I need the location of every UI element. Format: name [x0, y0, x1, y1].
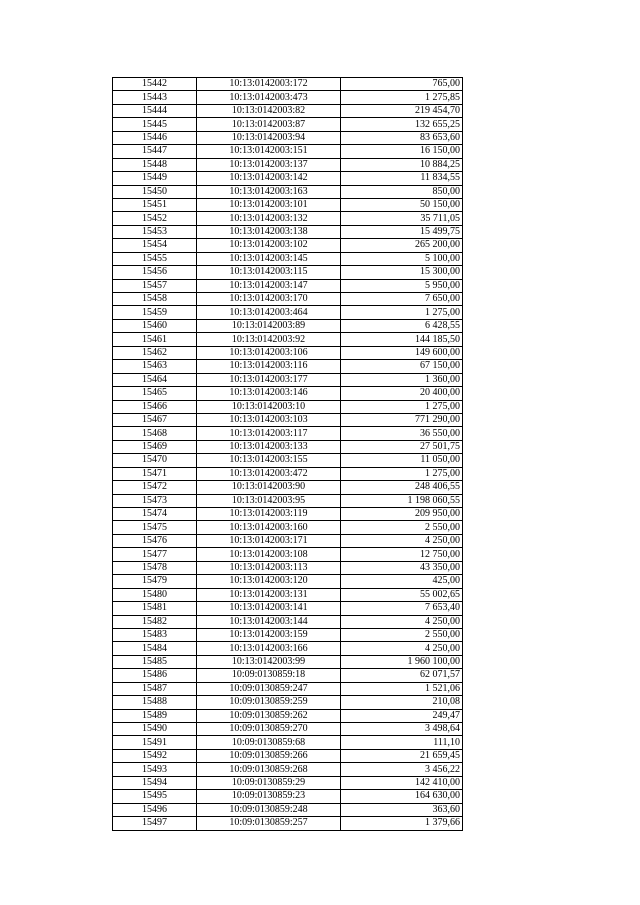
cadastral-number-cell: 10:09:0130859:266 [197, 749, 341, 762]
row-number-cell: 15463 [113, 360, 197, 373]
cadastral-number-cell: 10:13:0142003:92 [197, 333, 341, 346]
table-row [113, 655, 463, 668]
cadastral-value-cell: 16 150,00 [341, 145, 463, 158]
cadastral-number-cell: 10:13:0142003:159 [197, 628, 341, 641]
table-row [113, 548, 463, 561]
row-number-cell: 15466 [113, 400, 197, 413]
cadastral-value-cell: 15 300,00 [341, 266, 463, 279]
cadastral-number-cell: 10:13:0142003:120 [197, 575, 341, 588]
row-number-cell: 15483 [113, 628, 197, 641]
cadastral-number-cell: 10:13:0142003:145 [197, 252, 341, 265]
cadastral-number-cell: 10:13:0142003:133 [197, 440, 341, 453]
cadastral-value-cell: 7 653,40 [341, 602, 463, 615]
cadastral-number-cell: 10:13:0142003:117 [197, 427, 341, 440]
cadastral-value-cell: 209 950,00 [341, 508, 463, 521]
row-number-cell: 15465 [113, 387, 197, 400]
row-number-cell: 15453 [113, 225, 197, 238]
table-row [113, 293, 463, 306]
cadastral-number-cell: 10:13:0142003:108 [197, 548, 341, 561]
cadastral-value-cell: 43 350,00 [341, 561, 463, 574]
cadastral-value-cell: 6 428,55 [341, 319, 463, 332]
cadastral-value-cell: 5 950,00 [341, 279, 463, 292]
cadastral-value-cell: 4 250,00 [341, 642, 463, 655]
cadastral-value-cell: 7 650,00 [341, 293, 463, 306]
table-row [113, 776, 463, 789]
row-number-cell: 15445 [113, 118, 197, 131]
table-row [113, 696, 463, 709]
row-number-cell: 15490 [113, 723, 197, 736]
cadastral-value-cell: 83 653,60 [341, 131, 463, 144]
row-number-cell: 15459 [113, 306, 197, 319]
table-row [113, 118, 463, 131]
row-number-cell: 15480 [113, 588, 197, 601]
cadastral-number-cell: 10:13:0142003:155 [197, 454, 341, 467]
table-row [113, 763, 463, 776]
cadastral-number-cell: 10:09:0130859:29 [197, 776, 341, 789]
row-number-cell: 15469 [113, 440, 197, 453]
cadastral-value-cell: 771 290,00 [341, 413, 463, 426]
row-number-cell: 15444 [113, 104, 197, 117]
cadastral-value-cell: 67 150,00 [341, 360, 463, 373]
cadastral-value-cell: 363,60 [341, 803, 463, 816]
cadastral-number-cell: 10:09:0130859:270 [197, 723, 341, 736]
cadastral-number-cell: 10:13:0142003:147 [197, 279, 341, 292]
row-number-cell: 15496 [113, 803, 197, 816]
row-number-cell: 15472 [113, 481, 197, 494]
cadastral-value-cell: 1 521,06 [341, 682, 463, 695]
row-number-cell: 15451 [113, 198, 197, 211]
table-row [113, 104, 463, 117]
row-number-cell: 15485 [113, 655, 197, 668]
row-number-cell: 15471 [113, 467, 197, 480]
cadastral-value-cell: 12 750,00 [341, 548, 463, 561]
row-number-cell: 15454 [113, 239, 197, 252]
cadastral-number-cell: 10:13:0142003:131 [197, 588, 341, 601]
row-number-cell: 15487 [113, 682, 197, 695]
cadastral-number-cell: 10:13:0142003:82 [197, 104, 341, 117]
table-row [113, 602, 463, 615]
table-row [113, 78, 463, 91]
row-number-cell: 15486 [113, 669, 197, 682]
table-row [113, 736, 463, 749]
table-row [113, 185, 463, 198]
row-number-cell: 15484 [113, 642, 197, 655]
table-row [113, 158, 463, 171]
row-number-cell: 15476 [113, 534, 197, 547]
row-number-cell: 15497 [113, 817, 197, 830]
cadastral-value-cell: 20 400,00 [341, 387, 463, 400]
cadastral-value-cell: 4 250,00 [341, 615, 463, 628]
table-row [113, 212, 463, 225]
cadastral-number-cell: 10:09:0130859:268 [197, 763, 341, 776]
table-body [113, 78, 463, 831]
row-number-cell: 15479 [113, 575, 197, 588]
table-row [113, 723, 463, 736]
cadastral-value-cell: 36 550,00 [341, 427, 463, 440]
cadastral-number-cell: 10:13:0142003:146 [197, 387, 341, 400]
table-row [113, 373, 463, 386]
row-number-cell: 15455 [113, 252, 197, 265]
table-row [113, 709, 463, 722]
cadastral-number-cell: 10:13:0142003:94 [197, 131, 341, 144]
table-row [113, 145, 463, 158]
row-number-cell: 15489 [113, 709, 197, 722]
cadastral-value-table [112, 77, 463, 831]
cadastral-number-cell: 10:13:0142003:89 [197, 319, 341, 332]
row-number-cell: 15447 [113, 145, 197, 158]
cadastral-value-cell: 1 198 060,55 [341, 494, 463, 507]
table-row [113, 333, 463, 346]
table-row [113, 790, 463, 803]
row-number-cell: 15470 [113, 454, 197, 467]
cadastral-number-cell: 10:13:0142003:151 [197, 145, 341, 158]
row-number-cell: 15468 [113, 427, 197, 440]
cadastral-value-cell: 1 360,00 [341, 373, 463, 386]
table-row [113, 534, 463, 547]
row-number-cell: 15442 [113, 78, 197, 91]
cadastral-number-cell: 10:13:0142003:10 [197, 400, 341, 413]
row-number-cell: 15460 [113, 319, 197, 332]
row-number-cell: 15495 [113, 790, 197, 803]
cadastral-value-cell: 10 884,25 [341, 158, 463, 171]
cadastral-value-cell: 1 275,00 [341, 306, 463, 319]
cadastral-value-cell: 1 275,00 [341, 400, 463, 413]
cadastral-number-cell: 10:13:0142003:99 [197, 655, 341, 668]
cadastral-value-cell: 219 454,70 [341, 104, 463, 117]
cadastral-value-cell: 5 100,00 [341, 252, 463, 265]
cadastral-number-cell: 10:13:0142003:132 [197, 212, 341, 225]
cadastral-value-cell: 4 250,00 [341, 534, 463, 547]
cadastral-value-cell: 2 550,00 [341, 521, 463, 534]
cadastral-number-cell: 10:13:0142003:160 [197, 521, 341, 534]
cadastral-number-cell: 10:13:0142003:163 [197, 185, 341, 198]
cadastral-value-cell: 249,47 [341, 709, 463, 722]
cadastral-number-cell: 10:13:0142003:472 [197, 467, 341, 480]
table-row [113, 239, 463, 252]
table-row [113, 494, 463, 507]
table-row [113, 467, 463, 480]
table-row [113, 346, 463, 359]
cadastral-number-cell: 10:13:0142003:171 [197, 534, 341, 547]
cadastral-number-cell: 10:13:0142003:106 [197, 346, 341, 359]
cadastral-number-cell: 10:13:0142003:101 [197, 198, 341, 211]
table-row [113, 749, 463, 762]
row-number-cell: 15458 [113, 293, 197, 306]
cadastral-value-cell: 265 200,00 [341, 239, 463, 252]
table-row [113, 521, 463, 534]
cadastral-value-cell: 21 659,45 [341, 749, 463, 762]
table-row [113, 225, 463, 238]
table-row [113, 360, 463, 373]
cadastral-number-cell: 10:09:0130859:18 [197, 669, 341, 682]
cadastral-number-cell: 10:13:0142003:177 [197, 373, 341, 386]
cadastral-value-cell: 11 834,55 [341, 172, 463, 185]
cadastral-number-cell: 10:13:0142003:473 [197, 91, 341, 104]
cadastral-value-cell: 11 050,00 [341, 454, 463, 467]
row-number-cell: 15456 [113, 266, 197, 279]
row-number-cell: 15457 [113, 279, 197, 292]
table-row [113, 427, 463, 440]
cadastral-number-cell: 10:13:0142003:116 [197, 360, 341, 373]
table-row [113, 387, 463, 400]
cadastral-number-cell: 10:13:0142003:113 [197, 561, 341, 574]
cadastral-value-cell: 164 630,00 [341, 790, 463, 803]
cadastral-value-cell: 1 960 100,00 [341, 655, 463, 668]
row-number-cell: 15443 [113, 91, 197, 104]
row-number-cell: 15494 [113, 776, 197, 789]
row-number-cell: 15473 [113, 494, 197, 507]
table-row [113, 817, 463, 830]
table-row [113, 588, 463, 601]
table-row [113, 615, 463, 628]
cadastral-value-cell: 50 150,00 [341, 198, 463, 211]
cadastral-number-cell: 10:09:0130859:257 [197, 817, 341, 830]
table-row [113, 642, 463, 655]
row-number-cell: 15474 [113, 508, 197, 521]
cadastral-value-cell: 142 410,00 [341, 776, 463, 789]
table-row [113, 575, 463, 588]
table-row [113, 508, 463, 521]
row-number-cell: 15491 [113, 736, 197, 749]
cadastral-value-cell: 425,00 [341, 575, 463, 588]
row-number-cell: 15449 [113, 172, 197, 185]
cadastral-value-cell: 149 600,00 [341, 346, 463, 359]
table-row [113, 266, 463, 279]
cadastral-number-cell: 10:13:0142003:464 [197, 306, 341, 319]
cadastral-value-cell: 1 379,66 [341, 817, 463, 830]
cadastral-number-cell: 10:13:0142003:115 [197, 266, 341, 279]
cadastral-number-cell: 10:13:0142003:119 [197, 508, 341, 521]
cadastral-value-cell: 3 498,64 [341, 723, 463, 736]
cadastral-number-cell: 10:13:0142003:141 [197, 602, 341, 615]
cadastral-number-cell: 10:09:0130859:262 [197, 709, 341, 722]
row-number-cell: 15464 [113, 373, 197, 386]
table-row [113, 628, 463, 641]
row-number-cell: 15492 [113, 749, 197, 762]
cadastral-number-cell: 10:13:0142003:102 [197, 239, 341, 252]
table-row [113, 91, 463, 104]
row-number-cell: 15467 [113, 413, 197, 426]
row-number-cell: 15446 [113, 131, 197, 144]
table-row [113, 400, 463, 413]
table-row [113, 481, 463, 494]
cadastral-number-cell: 10:13:0142003:172 [197, 78, 341, 91]
cadastral-number-cell: 10:13:0142003:138 [197, 225, 341, 238]
table-row [113, 803, 463, 816]
row-number-cell: 15488 [113, 696, 197, 709]
cadastral-number-cell: 10:09:0130859:247 [197, 682, 341, 695]
cadastral-number-cell: 10:13:0142003:137 [197, 158, 341, 171]
cadastral-value-cell: 210,08 [341, 696, 463, 709]
row-number-cell: 15477 [113, 548, 197, 561]
cadastral-value-cell: 35 711,05 [341, 212, 463, 225]
table-row [113, 131, 463, 144]
cadastral-value-cell: 1 275,00 [341, 467, 463, 480]
cadastral-number-cell: 10:09:0130859:68 [197, 736, 341, 749]
row-number-cell: 15475 [113, 521, 197, 534]
row-number-cell: 15448 [113, 158, 197, 171]
row-number-cell: 15462 [113, 346, 197, 359]
cadastral-value-cell: 62 071,57 [341, 669, 463, 682]
cadastral-number-cell: 10:13:0142003:170 [197, 293, 341, 306]
table-row [113, 561, 463, 574]
cadastral-number-cell: 10:13:0142003:90 [197, 481, 341, 494]
table-row [113, 682, 463, 695]
row-number-cell: 15481 [113, 602, 197, 615]
cadastral-value-cell: 55 002,65 [341, 588, 463, 601]
cadastral-number-cell: 10:09:0130859:248 [197, 803, 341, 816]
table-row [113, 319, 463, 332]
row-number-cell: 15452 [113, 212, 197, 225]
cadastral-number-cell: 10:13:0142003:87 [197, 118, 341, 131]
table-row [113, 252, 463, 265]
cadastral-number-cell: 10:13:0142003:166 [197, 642, 341, 655]
cadastral-value-cell: 765,00 [341, 78, 463, 91]
row-number-cell: 15482 [113, 615, 197, 628]
cadastral-value-cell: 111,10 [341, 736, 463, 749]
row-number-cell: 15450 [113, 185, 197, 198]
table-row [113, 669, 463, 682]
table-row [113, 306, 463, 319]
table-row [113, 440, 463, 453]
table-row [113, 172, 463, 185]
cadastral-value-cell: 27 501,75 [341, 440, 463, 453]
cadastral-value-cell: 2 550,00 [341, 628, 463, 641]
cadastral-value-cell: 248 406,55 [341, 481, 463, 494]
cadastral-number-cell: 10:09:0130859:23 [197, 790, 341, 803]
table-row [113, 198, 463, 211]
row-number-cell: 15493 [113, 763, 197, 776]
cadastral-value-cell: 132 655,25 [341, 118, 463, 131]
cadastral-number-cell: 10:13:0142003:142 [197, 172, 341, 185]
table-row [113, 279, 463, 292]
cadastral-number-cell: 10:13:0142003:144 [197, 615, 341, 628]
row-number-cell: 15478 [113, 561, 197, 574]
cadastral-value-cell: 3 456,22 [341, 763, 463, 776]
cadastral-value-cell: 850,00 [341, 185, 463, 198]
cadastral-value-cell: 144 185,50 [341, 333, 463, 346]
cadastral-value-cell: 1 275,85 [341, 91, 463, 104]
cadastral-number-cell: 10:09:0130859:259 [197, 696, 341, 709]
cadastral-number-cell: 10:13:0142003:95 [197, 494, 341, 507]
row-number-cell: 15461 [113, 333, 197, 346]
cadastral-number-cell: 10:13:0142003:103 [197, 413, 341, 426]
table-row [113, 454, 463, 467]
table-row [113, 413, 463, 426]
cadastral-value-cell: 15 499,75 [341, 225, 463, 238]
